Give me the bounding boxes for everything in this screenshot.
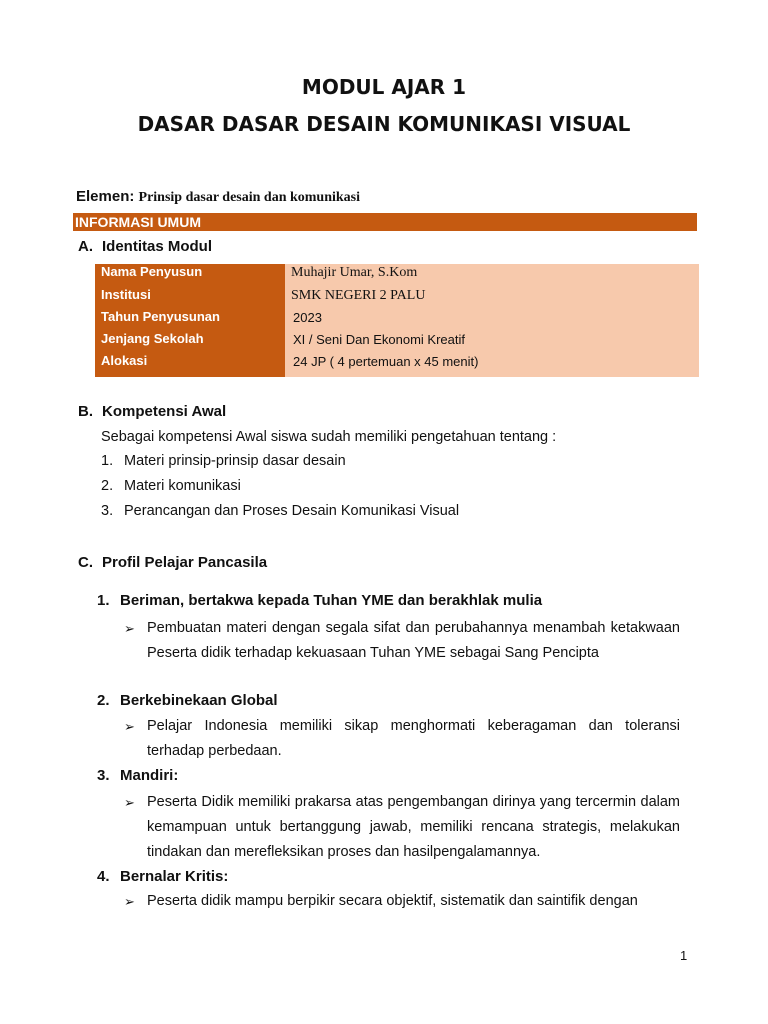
section-a-letter: A. bbox=[78, 238, 93, 255]
list-item-text: Materi prinsip-prinsip dasar desain bbox=[124, 453, 346, 469]
profile-item-title: Mandiri: bbox=[120, 767, 179, 784]
identity-key: Nama Penyusun bbox=[101, 264, 203, 279]
identity-value: 24 JP ( 4 pertemuan x 45 menit) bbox=[293, 354, 479, 369]
elemen-line bbox=[76, 188, 360, 206]
elemen-label: Elemen: bbox=[76, 188, 135, 205]
profile-bullet bbox=[124, 889, 680, 914]
identity-value: SMK NEGERI 2 PALU bbox=[291, 288, 426, 303]
section-band-informasi-umum: INFORMASI UMUM bbox=[73, 213, 697, 231]
profile-item-number: 1. bbox=[97, 592, 110, 609]
arrowhead-bullet-icon: ➢ bbox=[124, 894, 135, 909]
list-item-number: 2. bbox=[101, 478, 114, 494]
section-b-title: Kompetensi Awal bbox=[102, 403, 227, 420]
profile-bullet-text: Peserta Didik memiliki prakarsa atas pengembangan dirinya yang tercermin dalam kemampuan untuk bertanggung jawab, memiliki rencana strategis, melakukan tindakan dan merefleksikan proses dan hasilpengalamannya. bbox=[147, 794, 680, 860]
profile-bullet bbox=[124, 714, 680, 764]
profile-item-heading bbox=[97, 767, 178, 784]
module-subtitle: DASAR DASAR DESAIN KOMUNIKASI VISUAL bbox=[137, 112, 631, 136]
profile-bullet-text: Peserta didik mampu berpikir secara objektif, sistematik dan saintifik dengan bbox=[147, 893, 638, 909]
profile-bullet-text: Pembuatan materi dengan segala sifat dan perubahannya menambah ketakwaan Peserta didik terhadap kekuasaan Tuhan YME sebagai Sang Pencipta bbox=[147, 620, 680, 661]
section-c-heading bbox=[78, 554, 267, 571]
identity-table bbox=[95, 264, 699, 377]
identity-row bbox=[95, 331, 699, 353]
elemen-value: Prinsip dasar desain dan komunikasi bbox=[138, 190, 361, 205]
identity-value: 2023 bbox=[293, 310, 322, 325]
profile-bullet bbox=[124, 616, 680, 666]
arrowhead-bullet-icon: ➢ bbox=[124, 621, 135, 636]
list-item-text: Perancangan dan Proses Desain Komunikasi Visual bbox=[124, 503, 460, 519]
module-title: MODUL AJAR 1 bbox=[301, 75, 467, 99]
arrowhead-bullet-icon: ➢ bbox=[124, 719, 135, 734]
section-c-letter: C. bbox=[78, 554, 93, 571]
identity-key: Tahun Penyusunan bbox=[101, 309, 220, 324]
profile-item-number: 3. bbox=[97, 767, 110, 784]
identity-row bbox=[95, 287, 699, 309]
list-item bbox=[101, 503, 459, 519]
identity-row bbox=[95, 309, 699, 331]
profile-item-title: Bernalar Kritis: bbox=[120, 868, 229, 885]
section-a-title: Identitas Modul bbox=[102, 238, 212, 255]
identity-row bbox=[95, 353, 699, 375]
profile-item-heading bbox=[97, 692, 278, 709]
list-item-number: 1. bbox=[101, 453, 114, 469]
section-b-heading bbox=[78, 403, 226, 420]
profile-item-number: 4. bbox=[97, 868, 110, 885]
list-item-text: Materi komunikasi bbox=[124, 478, 241, 494]
identity-row bbox=[95, 264, 699, 286]
section-c-title: Profil Pelajar Pancasila bbox=[102, 554, 268, 571]
competency-intro: Sebagai kompetensi Awal siswa sudah memiliki pengetahuan tentang : bbox=[101, 429, 557, 445]
profile-bullet-text: Pelajar Indonesia memiliki sikap menghormati keberagaman dan toleransi terhadap perbedaan. bbox=[147, 718, 680, 759]
identity-value: XI / Seni Dan Ekonomi Kreatif bbox=[293, 332, 465, 347]
arrowhead-bullet-icon: ➢ bbox=[124, 795, 135, 810]
profile-item-heading bbox=[97, 592, 542, 609]
profile-bullet bbox=[124, 790, 680, 865]
list-item bbox=[101, 453, 346, 469]
list-item bbox=[101, 478, 241, 494]
section-a-heading bbox=[78, 238, 212, 255]
identity-key: Jenjang Sekolah bbox=[101, 331, 204, 346]
profile-item-number: 2. bbox=[97, 692, 110, 709]
section-b-letter: B. bbox=[78, 403, 93, 420]
profile-item-heading bbox=[97, 868, 228, 885]
profile-item-title: Beriman, bertakwa kepada Tuhan YME dan berakhlak mulia bbox=[120, 592, 543, 609]
identity-key: Alokasi bbox=[101, 353, 148, 368]
identity-key: Institusi bbox=[101, 287, 151, 302]
page-number: 1 bbox=[680, 948, 688, 963]
profile-item-title: Berkebinekaan Global bbox=[120, 692, 278, 709]
list-item-number: 3. bbox=[101, 503, 114, 519]
identity-value: Muhajir Umar, S.Kom bbox=[291, 265, 418, 280]
